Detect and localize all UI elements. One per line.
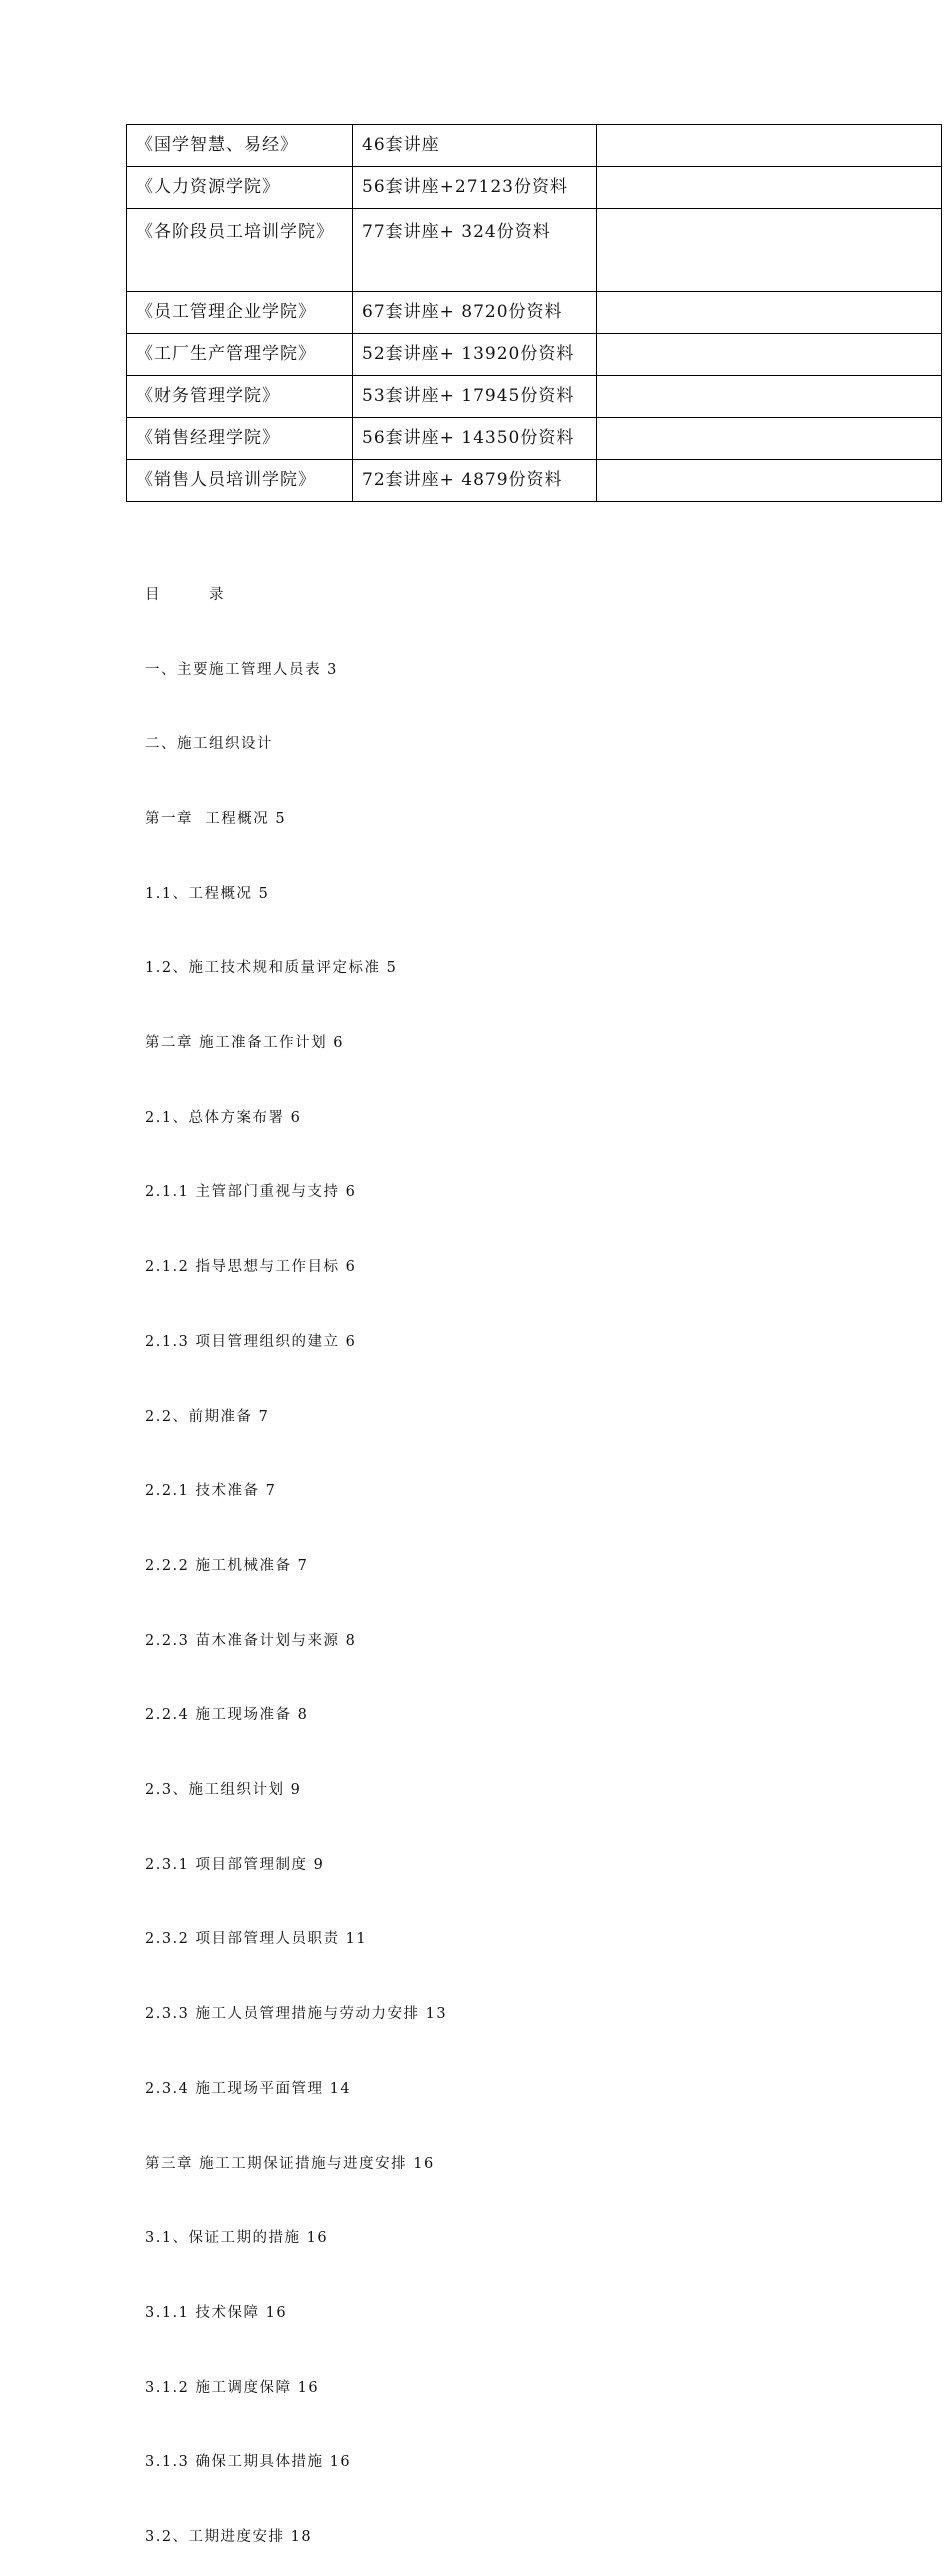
- toc-item: 第一章 工程概况 5: [145, 810, 287, 827]
- toc-item: 1.2、施工技术规和质量评定标准 5: [145, 960, 398, 977]
- course-content-cell: 46套讲座: [353, 125, 597, 167]
- course-name-cell: 《各阶段员工培训学院》: [127, 209, 353, 292]
- course-content-cell: 67套讲座+ 8720份资料: [353, 292, 597, 334]
- toc-item: 2.1.2 指导思想与工作目标 6: [145, 1259, 357, 1276]
- course-name-cell: 《工厂生产管理学院》: [127, 334, 353, 376]
- course-table: [126, 124, 942, 502]
- table-row: [127, 460, 942, 502]
- course-note-cell: [597, 292, 942, 334]
- toc-heading-right: 录: [209, 586, 225, 603]
- toc-item: 第二章 施工准备工作计划 6: [145, 1035, 344, 1052]
- course-note-cell: [597, 418, 942, 460]
- course-name-cell: 《销售人员培训学院》: [127, 460, 353, 502]
- toc-item: 1.1、工程概况 5: [145, 885, 270, 902]
- table-row: [127, 125, 942, 167]
- course-note-cell: [597, 376, 942, 418]
- toc-item: 一、主要施工管理人员表 3: [145, 661, 338, 678]
- toc-item: 2.2.2 施工机械准备 7: [145, 1557, 309, 1574]
- toc-item: 2.3.1 项目部管理制度 9: [145, 1856, 325, 1873]
- course-content-cell: 56套讲座+27123份资料: [353, 167, 597, 209]
- course-content-cell: 53套讲座+ 17945份资料: [353, 376, 597, 418]
- toc-item: 3.1.3 确保工期具体措施 16: [145, 2454, 352, 2471]
- toc-item: 2.2.4 施工现场准备 8: [145, 1707, 309, 1724]
- toc-item: 3.1.2 施工调度保障 16: [145, 2379, 320, 2396]
- toc-item: 2.1、总体方案布署 6: [145, 1109, 302, 1126]
- course-name-cell: 《国学智慧、易经》: [127, 125, 353, 167]
- course-note-cell: [597, 125, 942, 167]
- course-note-cell: [597, 167, 942, 209]
- toc-item: 2.3.2 项目部管理人员职责 11: [145, 1931, 368, 1948]
- table-of-contents: [145, 533, 447, 2575]
- toc-item: 2.3.4 施工现场平面管理 14: [145, 2080, 352, 2097]
- course-note-cell: [597, 209, 942, 292]
- course-content-cell: 56套讲座+ 14350份资料: [353, 418, 597, 460]
- course-name-cell: 《销售经理学院》: [127, 418, 353, 460]
- toc-item: 2.2、前期准备 7: [145, 1408, 270, 1425]
- table-row: [127, 376, 942, 418]
- toc-item: 2.3.3 施工人员管理措施与劳动力安排 13: [145, 2006, 448, 2023]
- table-row: [127, 292, 942, 334]
- toc-item: 3.2、工期进度安排 18: [145, 2529, 313, 2546]
- table-row: [127, 418, 942, 460]
- course-content-cell: 77套讲座+ 324份资料: [353, 209, 597, 292]
- toc-item: 2.1.1 主管部门重视与支持 6: [145, 1184, 357, 1201]
- course-note-cell: [597, 334, 942, 376]
- toc-item: 二、施工组织设计: [145, 736, 273, 753]
- table-row: [127, 334, 942, 376]
- table-row: [127, 167, 942, 209]
- course-name-cell: 《员工管理企业学院》: [127, 292, 353, 334]
- toc-item: 3.1、保证工期的措施 16: [145, 2230, 329, 2247]
- toc-heading-left: 目: [145, 586, 161, 603]
- course-name-cell: 《人力资源学院》: [127, 167, 353, 209]
- course-content-cell: 52套讲座+ 13920份资料: [353, 334, 597, 376]
- table-row: [127, 209, 942, 292]
- toc-item: 第三章 施工工期保证措施与进度安排 16: [145, 2155, 435, 2172]
- toc-item: 2.1.3 项目管理组织的建立 6: [145, 1333, 357, 1350]
- course-content-cell: 72套讲座+ 4879份资料: [353, 460, 597, 502]
- toc-item: 2.2.3 苗木准备计划与来源 8: [145, 1632, 357, 1649]
- toc-item: 3.1.1 技术保障 16: [145, 2304, 288, 2321]
- course-name-cell: 《财务管理学院》: [127, 376, 353, 418]
- toc-heading: [145, 583, 447, 608]
- course-note-cell: [597, 460, 942, 502]
- toc-item: 2.2.1 技术准备 7: [145, 1483, 277, 1500]
- toc-item: 2.3、施工组织计划 9: [145, 1782, 302, 1799]
